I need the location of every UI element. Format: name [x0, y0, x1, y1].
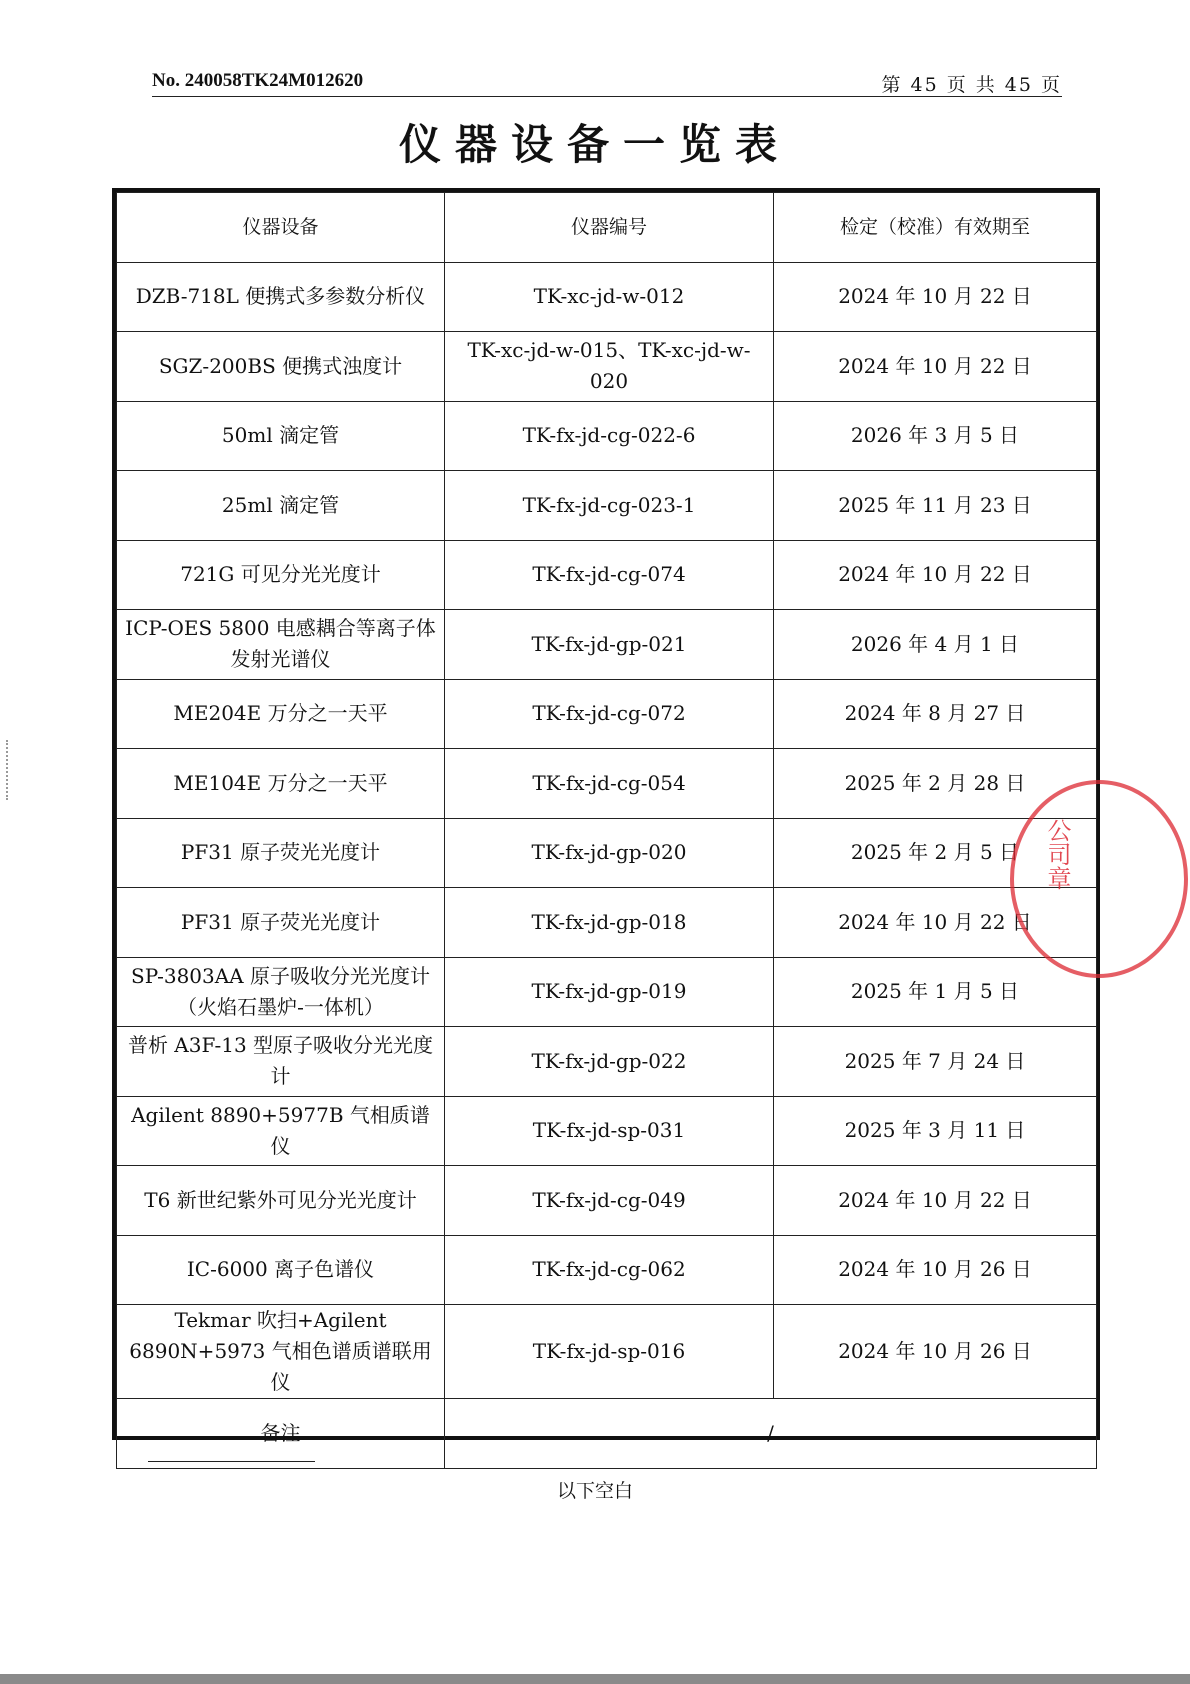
scan-edge-mark: [6, 740, 16, 800]
date-cell: 2025 年 7 月 24 日: [774, 1027, 1097, 1097]
table-row: [117, 1166, 1097, 1236]
date-cell: 2025 年 2 月 28 日: [774, 749, 1097, 819]
table-row: [117, 262, 1097, 332]
equipment-cell: PF31 原子荧光光度计: [117, 888, 445, 958]
table-row: [117, 957, 1097, 1027]
remarks-value: /: [445, 1399, 1097, 1469]
equipment-cell: 50ml 滴定管: [117, 401, 445, 471]
page-indicator: 第 45 页 共 45 页: [881, 74, 1062, 96]
equipment-table-frame: [112, 188, 1100, 1445]
report-number: No. 240058TK24M012620: [152, 70, 364, 91]
table-row: [117, 610, 1097, 680]
table-row: [117, 749, 1097, 819]
table-row: [117, 888, 1097, 958]
date-cell: 2026 年 3 月 5 日: [774, 401, 1097, 471]
equipment-cell: 25ml 滴定管: [117, 471, 445, 541]
remarks-label: 备注: [117, 1399, 445, 1469]
company-seal-text: 公司章: [1043, 818, 1071, 890]
column-header-valid-until: 检定（校准）有效期至: [774, 193, 1097, 263]
equipment-cell: SGZ-200BS 便携式浊度计: [117, 332, 445, 402]
table-row: [117, 540, 1097, 610]
id-cell: TK-fx-jd-gp-018: [445, 888, 774, 958]
company-seal: [1010, 780, 1188, 978]
id-cell: TK-fx-jd-gp-021: [445, 610, 774, 680]
id-cell: TK-fx-jd-cg-074: [445, 540, 774, 610]
column-header-equipment: 仪器设备: [117, 193, 445, 263]
id-cell: TK-xc-jd-w-012: [445, 262, 774, 332]
id-cell: TK-fx-jd-cg-049: [445, 1166, 774, 1236]
equipment-cell: Tekmar 吹扫+Agilent 6890N+5973 气相色谱质谱联用仪: [117, 1305, 445, 1399]
id-cell: TK-fx-jd-cg-022-6: [445, 401, 774, 471]
column-header-id: 仪器编号: [445, 193, 774, 263]
table-row: [117, 1235, 1097, 1305]
equipment-cell: DZB-718L 便携式多参数分析仪: [117, 262, 445, 332]
id-cell: TK-fx-jd-cg-023-1: [445, 471, 774, 541]
equipment-cell: T6 新世纪紫外可见分光光度计: [117, 1166, 445, 1236]
equipment-cell: SP-3803AA 原子吸收分光光度计（火焰石墨炉-一体机）: [117, 957, 445, 1027]
date-cell: 2024 年 10 月 26 日: [774, 1235, 1097, 1305]
id-cell: TK-fx-jd-sp-031: [445, 1096, 774, 1166]
table-row: [117, 332, 1097, 402]
date-cell: 2024 年 10 月 22 日: [774, 332, 1097, 402]
id-cell: TK-fx-jd-gp-020: [445, 818, 774, 888]
date-cell: 2025 年 11 月 23 日: [774, 471, 1097, 541]
table-row: [117, 1027, 1097, 1097]
equipment-cell: ICP-OES 5800 电感耦合等离子体发射光谱仪: [117, 610, 445, 680]
id-cell: TK-fx-jd-cg-062: [445, 1235, 774, 1305]
date-cell: 2025 年 1 月 5 日: [774, 957, 1097, 1027]
equipment-cell: PF31 原子荧光光度计: [117, 818, 445, 888]
remarks-row: [117, 1399, 1097, 1469]
table-row: [117, 401, 1097, 471]
table-header-row: [117, 193, 1097, 263]
equipment-table: [116, 192, 1097, 1469]
equipment-cell: 721G 可见分光光度计: [117, 540, 445, 610]
id-cell: TK-fx-jd-gp-022: [445, 1027, 774, 1097]
blank-below-note: 以下空白: [556, 1480, 633, 1502]
date-cell: 2024 年 10 月 22 日: [774, 1166, 1097, 1236]
date-cell: 2024 年 10 月 22 日: [774, 888, 1097, 958]
date-cell: 2026 年 4 月 1 日: [774, 610, 1097, 680]
table-row: [117, 1096, 1097, 1166]
id-cell: TK-fx-jd-cg-072: [445, 679, 774, 749]
equipment-cell: IC-6000 离子色谱仪: [117, 1235, 445, 1305]
date-cell: 2025 年 3 月 11 日: [774, 1096, 1097, 1166]
table-row: [117, 471, 1097, 541]
equipment-cell: ME104E 万分之一天平: [117, 749, 445, 819]
footnote-rule: [148, 1461, 315, 1462]
equipment-cell: Agilent 8890+5977B 气相质谱仪: [117, 1096, 445, 1166]
equipment-cell: 普析 A3F-13 型原子吸收分光光度计: [117, 1027, 445, 1097]
page-title: 仪器设备一览表: [398, 120, 791, 169]
date-cell: 2025 年 2 月 5 日: [774, 818, 1097, 888]
id-cell: TK-fx-jd-sp-016: [445, 1305, 774, 1399]
id-cell: TK-fx-jd-cg-054: [445, 749, 774, 819]
date-cell: 2024 年 10 月 22 日: [774, 540, 1097, 610]
id-cell: TK-xc-jd-w-015、TK-xc-jd-w-020: [445, 332, 774, 402]
date-cell: 2024 年 8 月 27 日: [774, 679, 1097, 749]
equipment-cell: ME204E 万分之一天平: [117, 679, 445, 749]
table-row: [117, 818, 1097, 888]
table-row: [117, 1305, 1097, 1399]
id-cell: TK-fx-jd-gp-019: [445, 957, 774, 1027]
date-cell: 2024 年 10 月 22 日: [774, 262, 1097, 332]
scan-bottom-edge: [0, 1674, 1190, 1684]
date-cell: 2024 年 10 月 26 日: [774, 1305, 1097, 1399]
table-row: [117, 679, 1097, 749]
